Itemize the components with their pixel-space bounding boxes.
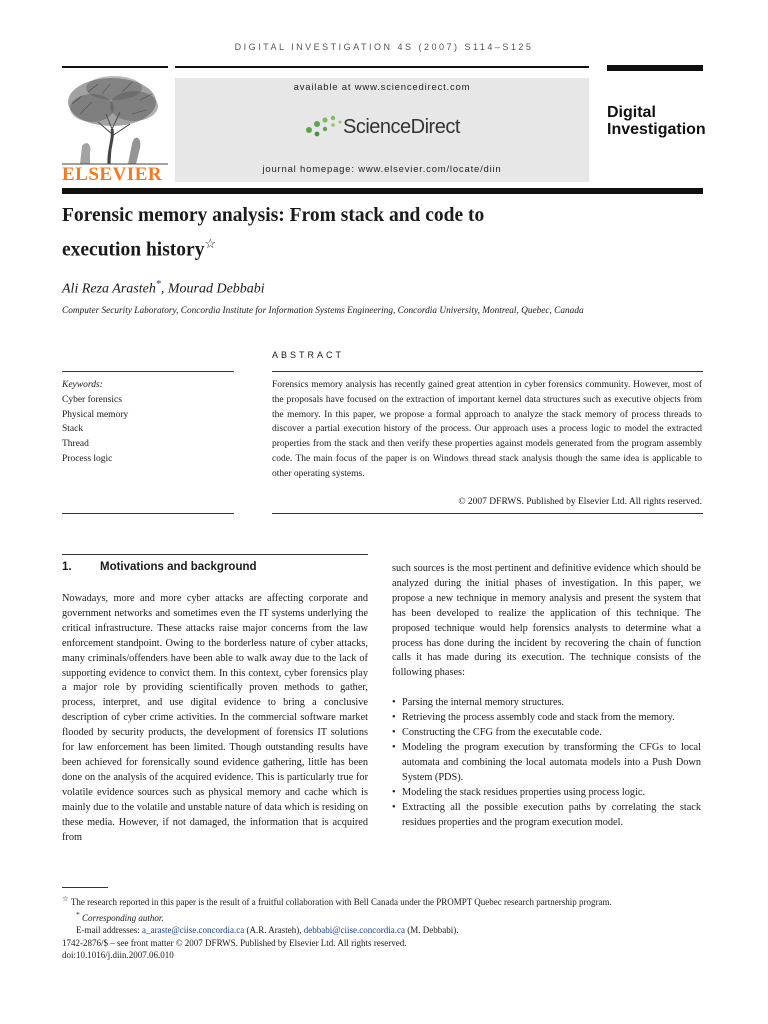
center-top-rule <box>175 66 589 68</box>
phases-list <box>392 696 701 830</box>
keywords-label: Keywords: <box>62 380 103 390</box>
article-title <box>62 202 662 265</box>
elsevier-tree-logo <box>62 74 168 166</box>
keywords-bottom-rule <box>62 513 234 514</box>
journal-homepage-text: journal homepage: www.elsevier.com/locate/diin <box>262 164 502 175</box>
abstract-heading: ABSTRACT <box>272 350 345 360</box>
author-list <box>62 279 265 298</box>
sciencedirect-dots-icon <box>303 114 343 138</box>
keyword-item: Physical memory <box>62 409 129 420</box>
title-line-2: execution history <box>62 239 205 261</box>
sciencedirect-logo: ScienceDirect <box>343 116 460 138</box>
journal-logo <box>607 104 706 138</box>
email-label: E-mail addresses: <box>76 925 142 936</box>
email-link[interactable]: a_araste@ciise.concordia.ca <box>141 925 245 936</box>
email-footnote <box>62 924 702 937</box>
available-at-text: available at www.sciencedirect.com <box>293 82 471 93</box>
keyword-item: Thread <box>62 439 89 450</box>
keywords-block <box>62 378 128 467</box>
right-top-rule <box>607 65 703 71</box>
header-bottom-rule <box>62 188 703 194</box>
author-separator: , <box>160 281 168 297</box>
left-top-rule <box>62 66 168 68</box>
keyword-item: Stack <box>62 424 84 435</box>
list-item: • Modeling the stack residues properties using process logic. <box>392 786 701 801</box>
abstract-top-rule <box>272 371 703 372</box>
section-title: Motivations and background <box>100 561 257 573</box>
section-heading-rule <box>62 554 368 555</box>
doi-line[interactable]: doi:10.1016/j.diin.2007.06.010 <box>62 950 174 961</box>
title-footnote-mark[interactable]: ☆ <box>204 236 217 251</box>
corresponding-text: Corresponding author. <box>82 912 164 923</box>
left-column-text: Nowadays, more and more cyber attacks are affecting corporate and government networks and sometimes even the IT systems underlying the critical infrastructure. These attacks raise major concerns from the law enforcement standpoint. Owing to the borderless nature of cyber attacks, many criminals/offenders have been able to walk away due to the lack of supporting evidence to convict them. In this context, cyber forensics play a major role by providing scientifically proven methods to gather, process, interpret, and use digital evidence to bring a conclusive description of cyber crime activities. In the commercial software market flooded by security products, the development of forensics IT solutions for law enforcement has been limited. Though outstanding results have been achieved for forensically sound evidence gathering, little has been done on the analysis of the acquired evidence. This is particularly true for volatile evidence sources such as physical memory and cache which is mainly due to the volatile and unstable nature of data which is residing on these media. However, if not damaged, the information that is acquired from <box>62 593 368 843</box>
publisher-wordmark: ELSEVIER <box>62 164 163 185</box>
footnote-asterisk-mark: * <box>76 909 80 919</box>
corresponding-author-mark[interactable]: * <box>155 279 161 290</box>
footnote-star-mark: ☆ <box>62 894 69 903</box>
email-link[interactable]: debbabi@ciise.concordia.ca <box>303 925 405 936</box>
footnotes <box>62 893 702 962</box>
abstract-body: Forensics memory analysis has recently gained great attention in cyber forensics community. However, most of the proposals have focused on the extraction of important kernel data structures such as executive objects from the memory. In this paper, we propose a formal approach to analyze the stack memory of process threads to discover a partial execution history of the process. Our approach uses a process logic to model the extracted properties from the stack and then verify these properties against models generated from the program assembly code. The main focus of the paper is on Windows thread stack analysis though the same idea is applicable to other operating systems. <box>272 380 702 479</box>
right-column-text: such sources is the most pertinent and definitive evidence which should be analyzed during the initial phases of investigation. In this paper, we propose a new technique in memory analysis and present the system that has been developed to realize the application of this technique. The proposed technique would help forensics analysts to determine what a process has done during the incident by recovering the chain of function calls it has made during its execution. The technique consists of the following phases: <box>392 563 701 679</box>
abstract-bottom-rule <box>272 513 703 514</box>
section-heading <box>62 561 257 573</box>
list-item: • Parsing the internal memory structures. <box>392 696 701 711</box>
funding-text: The research reported in this paper is the result of a fruitful collaboration with Bell Canada under the PROMPT Quebec research partnership program. <box>70 897 612 907</box>
keyword-item: Cyber forensics <box>62 394 122 405</box>
right-column <box>392 562 701 830</box>
keywords-top-rule <box>62 371 234 372</box>
sciencedirect-banner <box>175 78 589 182</box>
journal-logo-line1: Digital <box>607 104 656 121</box>
list-item: • Retrieving the process assembly code and stack from the memory. <box>392 711 701 726</box>
email-owner: (M. Debbabi). <box>404 925 459 936</box>
journal-logo-line2: Investigation <box>607 121 706 138</box>
footnote-rule <box>62 887 108 888</box>
list-item: • Modeling the program execution by transforming the CFGs to local automata and combining the local automata models into a Push Down System (PDS). <box>392 741 701 786</box>
corresponding-footnote <box>62 909 702 925</box>
section-number: 1. <box>62 561 72 573</box>
funding-footnote <box>62 893 702 909</box>
affiliation: Computer Security Laboratory, Concordia Institute for Information Systems Engineering, Concordia University, Montreal, Quebec, Canada <box>62 306 584 316</box>
issn-line: 1742-2876/$ – see front matter © 2007 DFRWS. Published by Elsevier Ltd. All rights reserved. <box>62 937 407 948</box>
list-item: • Extracting all the possible execution paths by correlating the stack residues properties and the program execution model. <box>392 801 701 831</box>
author-name: Mourad Debbabi <box>167 281 265 297</box>
title-line-1: Forensic memory analysis: From stack and code to <box>62 205 485 226</box>
keyword-item: Process logic <box>62 453 113 464</box>
running-head: DIGITAL INVESTIGATION 4S (2007) S114–S125 <box>234 42 534 52</box>
author-name: Ali Reza Arasteh <box>62 281 156 297</box>
list-item: • Constructing the CFG from the executable code. <box>392 726 701 741</box>
email-owner: (A.R. Arasteh), <box>244 925 304 936</box>
abstract-copyright: © 2007 DFRWS. Published by Elsevier Ltd. All rights reserved. <box>458 497 702 507</box>
